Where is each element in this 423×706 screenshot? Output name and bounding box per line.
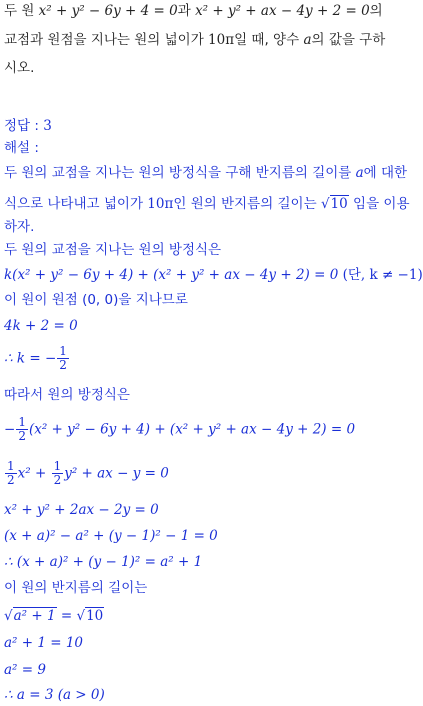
sqrt-10: √10 xyxy=(76,608,104,624)
equation-6 xyxy=(4,500,159,520)
solution-step-1: 두 원의 교점을 지나는 원의 방정식은 xyxy=(4,242,222,258)
variable-a: a xyxy=(355,165,364,181)
denominator: 2 xyxy=(18,429,26,443)
answer-value: 3 xyxy=(43,118,52,134)
solution-text: 식으로 나타내고 넓이가 xyxy=(4,196,148,212)
equation-3 xyxy=(4,345,70,372)
equation-text: a² + 1 = 10 xyxy=(4,635,84,651)
question-line-3 xyxy=(4,58,34,78)
equation-text: k(x² + y² − 6y + 4) + (x² + y² + ax − 4y + 2) = 0 xyxy=(4,267,339,283)
sqrt-10: √10 xyxy=(320,196,348,212)
equation-2 xyxy=(4,316,78,336)
solution-intro-1 xyxy=(4,163,407,183)
answer-label: 정답 : xyxy=(4,118,44,134)
question-line-1 xyxy=(4,1,383,21)
fraction xyxy=(52,460,64,487)
radicand: a² + 1 xyxy=(13,608,56,624)
solution-intro-3: 하자. xyxy=(4,219,35,235)
equation-text: (x² + y² − 6y + 4) + (x² + y² + ax − 4y + 2) = 0 xyxy=(28,421,356,438)
denominator: 2 xyxy=(53,473,62,487)
question-text: 과 xyxy=(177,3,196,19)
area-value: 10π xyxy=(208,32,235,48)
radicand: 10 xyxy=(86,608,104,624)
equals: = xyxy=(56,608,77,624)
equation-condition: (단, k ≠ −1) xyxy=(342,267,423,283)
solution-intro-2 xyxy=(4,194,409,214)
question-line-2 xyxy=(4,30,385,50)
solution-text: 임을 이용 xyxy=(348,196,410,212)
sqrt-expression: √a² + 1 xyxy=(4,608,56,624)
solution-text: 에 대한 xyxy=(363,165,408,181)
solution-text: 인 원의 반지름의 길이는 xyxy=(173,196,321,212)
equation-10 xyxy=(4,633,83,653)
fraction xyxy=(16,416,28,443)
equation-text: a² = 9 xyxy=(4,662,46,678)
equation-text: x² + y² + 2ax − 2y = 0 xyxy=(4,502,159,518)
equation-7 xyxy=(4,526,218,546)
variable-a: a xyxy=(303,32,312,48)
question-text: 일 때, 양수 xyxy=(234,32,304,48)
solution-step-3: 따라서 원의 방정식은 xyxy=(4,387,130,403)
equation-text: ∴ (x + a)² + (y − 1)² = a² + 1 xyxy=(4,554,203,570)
fraction xyxy=(57,345,69,372)
equation-12 xyxy=(4,685,105,705)
numerator: 1 xyxy=(53,459,62,473)
equation-text: y² + ax − y = 0 xyxy=(64,465,169,482)
numerator: 1 xyxy=(7,459,15,473)
denominator: 2 xyxy=(7,473,15,487)
equation-9 xyxy=(4,606,104,626)
solution-text: 두 원의 교점을 지나는 원의 방정식을 구해 반지름의 길이를 xyxy=(4,165,356,181)
equation-5 xyxy=(4,460,169,487)
equation-text: 4k + 2 = 0 xyxy=(4,318,78,334)
solution-step-2: 이 원이 원점 (0, 0)을 지나므로 xyxy=(4,292,188,308)
solution-label: 해설 : xyxy=(4,140,39,156)
numerator: 1 xyxy=(18,415,26,429)
denominator: 2 xyxy=(59,358,67,372)
area-value: 10π xyxy=(147,196,174,212)
equation-4: − $\frac{1}{2}$ (x² + y² − 6y + 4) + (x² + y² + ax − 4y + 2) = 0 xyxy=(4,415,356,443)
equation-text: (x + a)² − a² + (y − 1)² − 1 = 0 xyxy=(4,528,218,544)
question-text: 시오. xyxy=(4,60,35,76)
question-text: 의 값을 구하 xyxy=(311,32,386,48)
equation-1 xyxy=(4,265,423,285)
circle2-equation: x² + y² + ax − 4y + 2 = 0 xyxy=(195,3,370,19)
question-text: 두 원 xyxy=(4,3,39,19)
equation-text: x² + xyxy=(17,465,51,482)
circle1-equation: x² + y² − 6y + 4 = 0 xyxy=(38,3,178,19)
question-text: 의 xyxy=(369,3,383,19)
equation-8 xyxy=(4,552,202,572)
equation-text: ∴ k = − xyxy=(4,350,57,367)
question-text: 교점과 원점을 지나는 원의 넓이가 xyxy=(4,32,209,48)
radicand: 10 xyxy=(330,196,348,212)
numerator: 1 xyxy=(59,344,67,358)
solution-step-4: 이 원의 반지름의 길이는 xyxy=(4,580,148,596)
answer-line xyxy=(4,116,52,136)
fraction xyxy=(5,460,17,487)
equation-11 xyxy=(4,660,46,680)
equation-text: ∴ a = 3 (a > 0) xyxy=(4,687,105,703)
